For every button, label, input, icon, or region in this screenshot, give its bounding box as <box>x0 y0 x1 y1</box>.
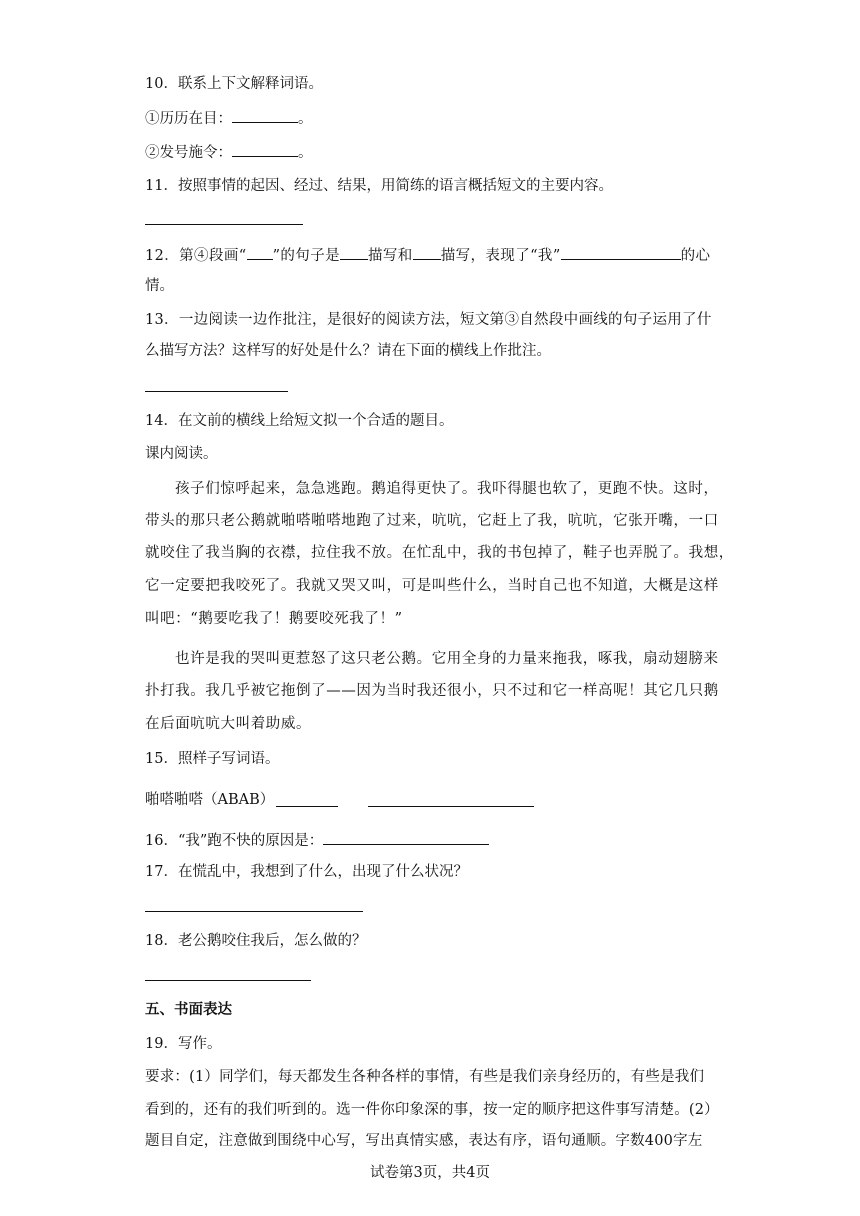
passage-p2-line-2: 扑打我。我几乎被它拖倒了——因为当时我还很小，只不过和它一样高呢！其它几只鹅 <box>145 683 719 699</box>
q13-line-2: 么描写方法？这样写的好处是什么？请在下面的横线上作批注。 <box>145 343 551 359</box>
q15-example-word: 啪嗒啪嗒（ABAB） <box>145 792 275 808</box>
q18-stem: 18．老公鹅咬住我后，怎么做的？ <box>145 933 367 949</box>
q19-line-2: 看到的，还有的我们听到的。选一件你印象深的事，按一定的顺序把这件事写清楚。(2） <box>145 1102 719 1118</box>
q10-item-1-blank[interactable] <box>232 108 298 123</box>
q13-answer-line[interactable] <box>145 391 288 392</box>
q15-blank-2[interactable] <box>368 806 534 807</box>
q10-item-2-label: ②发号施令： <box>145 145 232 161</box>
q14-stem: 14．在文前的横线上给短文拟一个合适的题目。 <box>145 413 454 429</box>
passage-p1-line-2: 带头的那只老公鹅就啪嗒啪嗒地跑了过来，吭吭，它赶上了我，吭吭，它张开嘴，一口 <box>145 513 719 529</box>
q12-blank-4[interactable] <box>561 245 681 260</box>
q12-part-1: 12．第④段画“ <box>145 248 247 264</box>
q12-blank-2[interactable] <box>340 245 368 260</box>
q12-blank-1[interactable] <box>247 245 273 260</box>
q12-blank-3[interactable] <box>413 245 441 260</box>
q12-cont: 情。 <box>145 278 174 294</box>
q16-stem <box>145 830 489 851</box>
q10-item-1 <box>145 108 313 129</box>
q15-example <box>145 790 274 810</box>
q10-item-1-end: 。 <box>298 111 313 127</box>
q10-stem: 10．联系上下文解释词语。 <box>145 76 323 92</box>
q12-part-3: 描写和 <box>368 248 413 264</box>
q12-part-5: 的心 <box>680 248 711 264</box>
q19-stem: 19．写作。 <box>145 1036 222 1052</box>
passage-p1-line-1: 孩子们惊呼起来，急急逃跑。鹅追得更快了。我吓得腿也软了，更跑不快。这时， <box>175 481 719 497</box>
reading-label: 课内阅读。 <box>145 446 218 462</box>
passage-p1-line-5: 叫吧：“鹅要吃我了！鹅要咬死我了！” <box>145 611 403 627</box>
q15-stem: 15．照样子写词语。 <box>145 751 280 767</box>
page-footer: 试卷第3页，共4页 <box>370 1165 490 1181</box>
q12-part-4: 描写，表现了“我” <box>440 248 561 264</box>
q13-line-1: 13．一边阅读一边作批注，是很好的阅读方法，短文第③自然段中画线的句子运用了什 <box>145 312 712 328</box>
q18-answer-line[interactable] <box>145 980 311 981</box>
q11-stem: 11．按照事情的起因、经过、结果，用简练的语言概括短文的主要内容。 <box>145 178 613 194</box>
q10-item-2-blank[interactable] <box>232 142 298 157</box>
passage-p2-line-1: 也许是我的哭叫更惹怒了这只老公鹅。它用全身的力量来拖我，啄我，扇动翅膀来 <box>175 651 719 667</box>
q16-blank[interactable] <box>323 830 489 845</box>
q17-stem: 17．在慌乱中，我想到了什么，出现了什么状况？ <box>145 864 468 880</box>
q12-part-2: ”的句子是 <box>272 248 340 264</box>
q15-blank-1[interactable] <box>276 806 338 807</box>
q17-answer-line[interactable] <box>145 911 363 912</box>
q10-item-1-label: ①历历在目： <box>145 111 232 127</box>
q16-label: 16．“我”跑不快的原因是： <box>145 833 324 849</box>
q10-item-2-end: 。 <box>298 145 313 161</box>
passage-p1-line-4: 它一定要把我咬死了。我就又哭又叫，可是叫些什么，当时自己也不知道，大概是这样 <box>145 578 719 594</box>
q12-stem <box>145 245 710 266</box>
q19-line-3: 题目自定，注意做到围绕中心写，写出真情实感，表达有序，语句通顺。字数400字左 <box>145 1133 703 1149</box>
q19-line-1: 要求：(1）同学们，每天都发生各种各样的事情，有些是我们亲身经历的，有些是我们 <box>145 1069 705 1085</box>
section-5-title: 五、书面表达 <box>145 1001 232 1018</box>
passage-p2-line-3: 在后面吭吭大叫着助威。 <box>145 716 312 732</box>
passage-p1-line-3: 就咬住了我当胸的衣襟，拉住我不放。在忙乱中，我的书包掉了，鞋子也弄脱了。我想， <box>145 545 734 561</box>
q11-answer-line[interactable] <box>145 224 303 225</box>
q10-item-2 <box>145 142 313 163</box>
